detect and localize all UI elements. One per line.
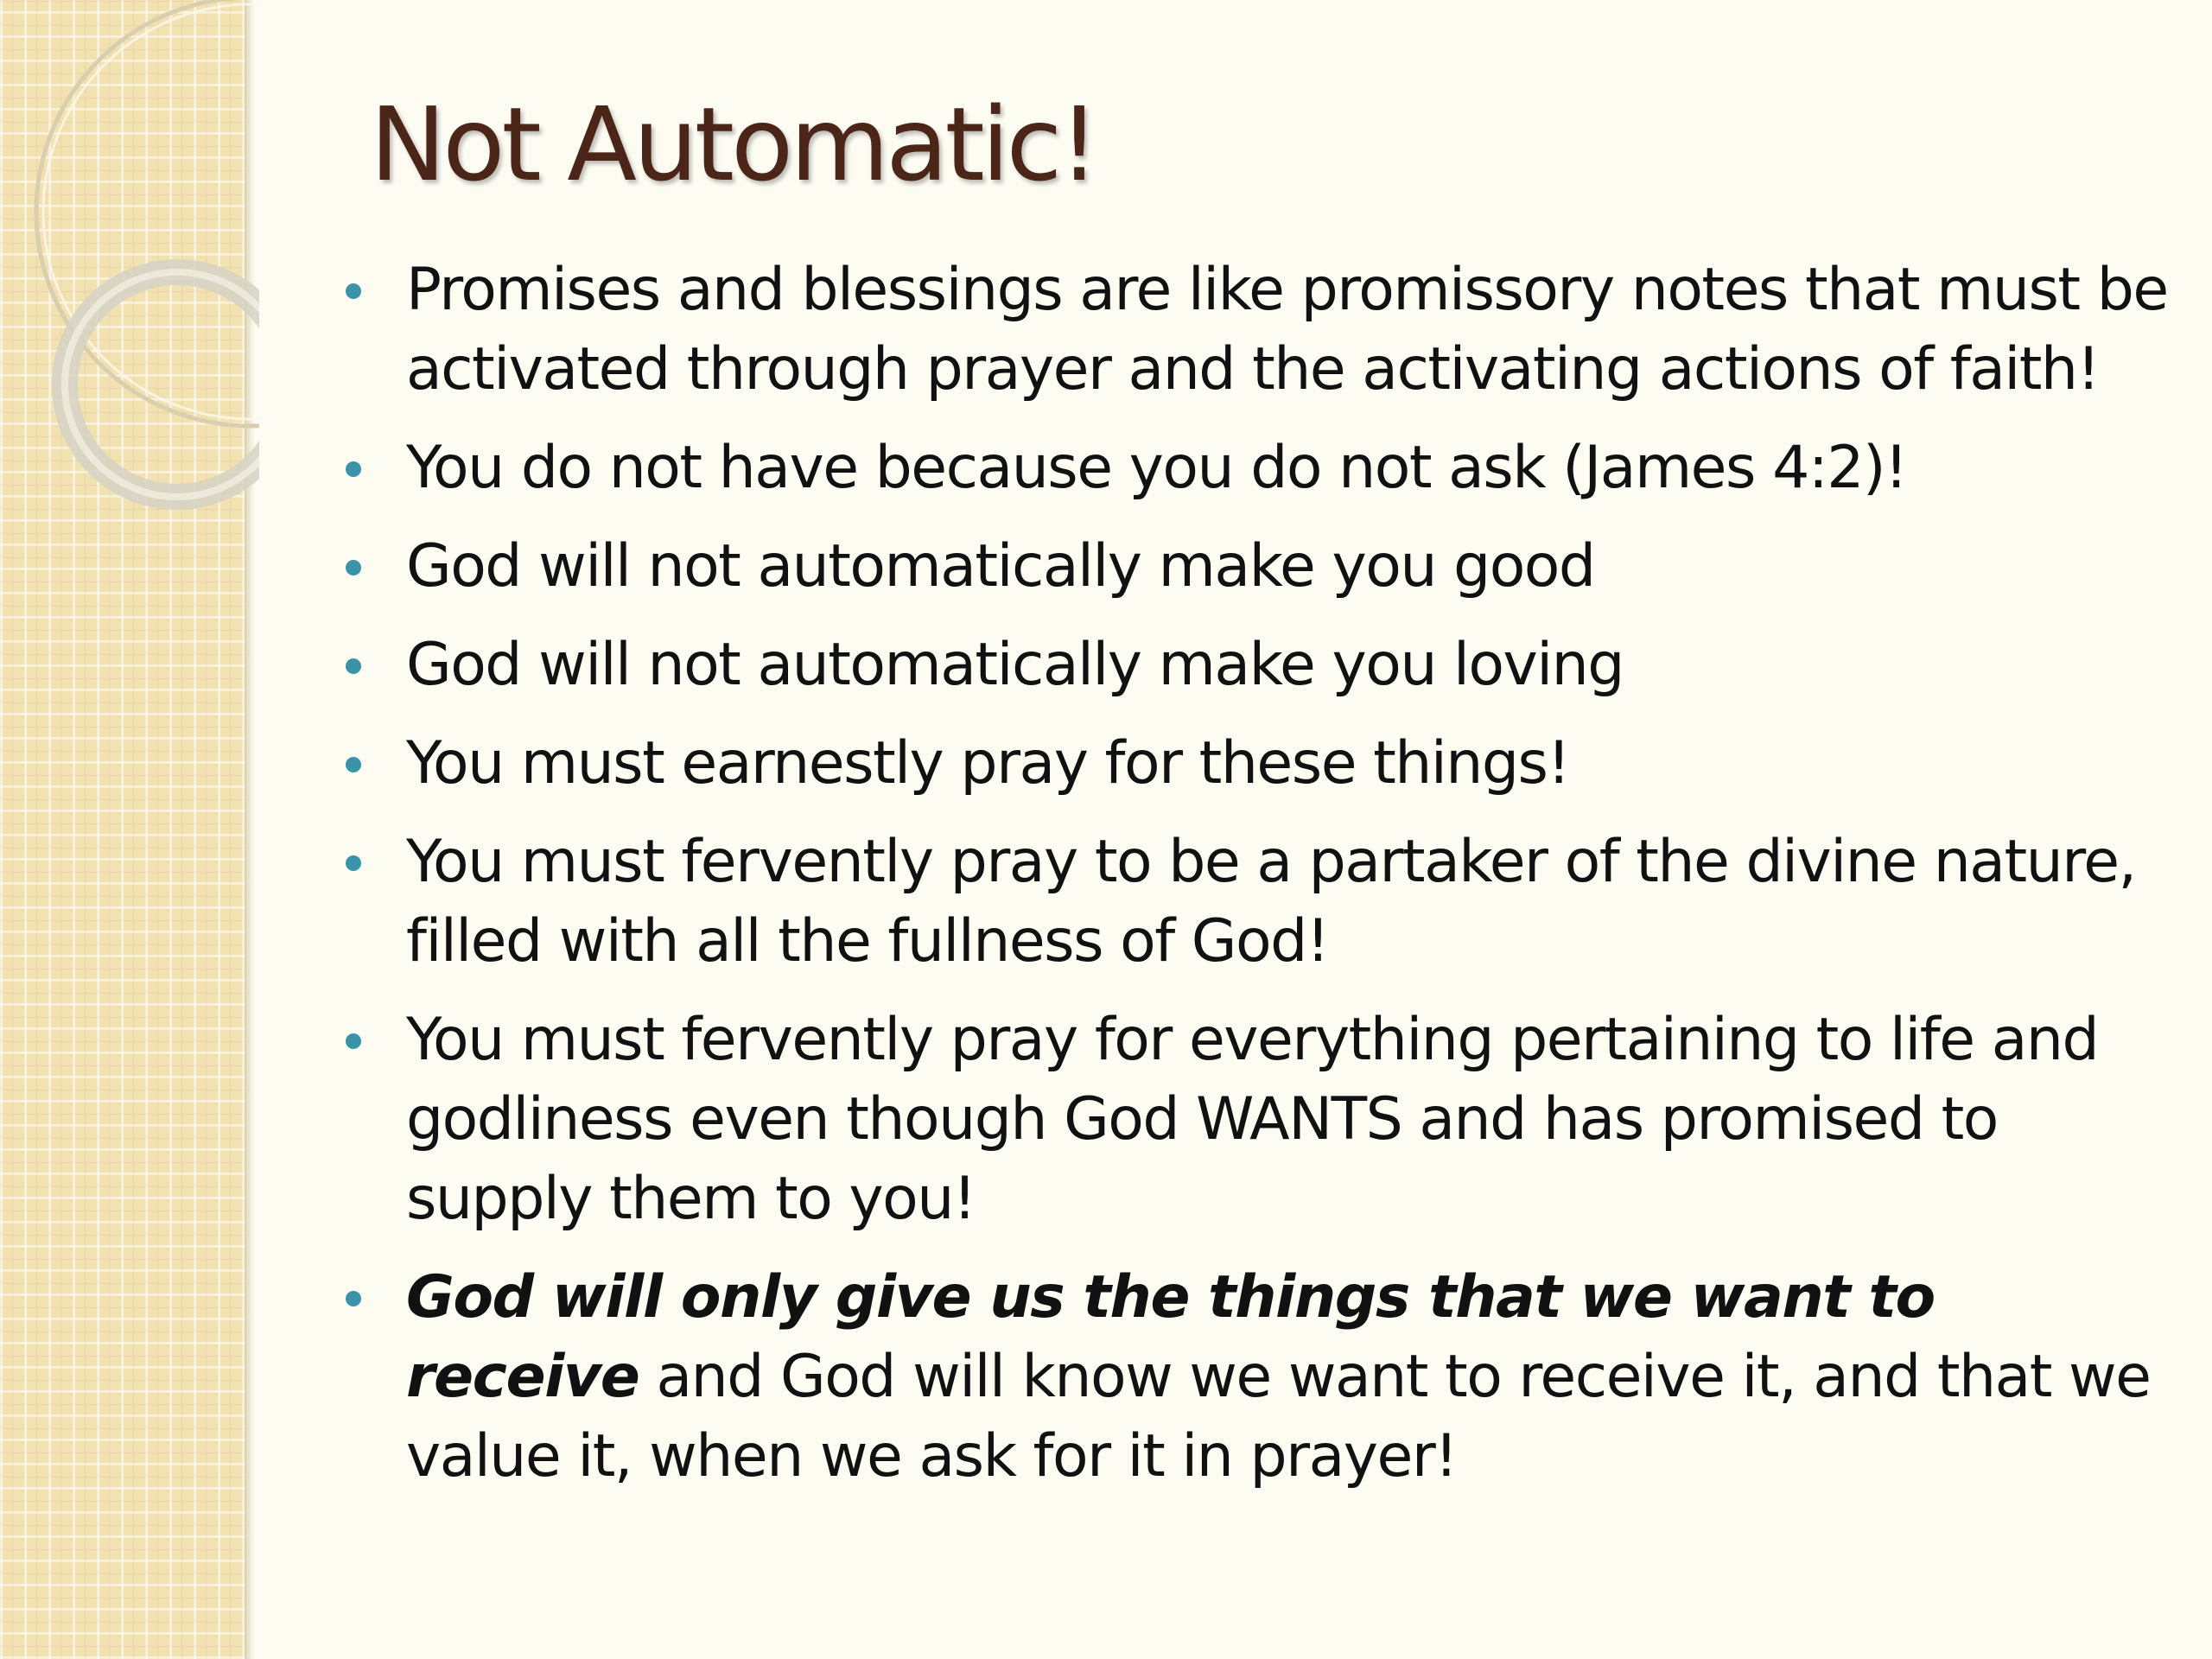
bullet-emphasis-text: God will only give us the things that we want to receive — [406, 1263, 1935, 1411]
decorative-rings — [0, 0, 259, 553]
bullet-item — [346, 527, 2169, 607]
bullet-text: You must earnestly pray for these things! — [406, 729, 1570, 798]
bullet-icon — [346, 855, 361, 871]
bullet-icon — [346, 560, 361, 575]
bullet-item — [346, 823, 2169, 982]
bullet-icon — [346, 1291, 361, 1306]
bullet-icon — [346, 283, 361, 299]
bullet-text: God will not automatically make you loving — [406, 631, 1624, 699]
bullet-text: You must fervently pray for everything pertaining to life and godliness even though God WANTS and has promised to supply them to you! — [406, 1006, 2099, 1233]
bullet-item — [346, 626, 2169, 705]
bullet-icon — [346, 461, 361, 477]
bullet-icon — [346, 1033, 361, 1049]
bullet-list — [346, 251, 2169, 1516]
bullet-text: Promises and blessings are like promissory notes that must be activated through prayer and the activating actions of faith! — [406, 256, 2168, 404]
bullet-text: God will not automatically make you good — [406, 532, 1595, 601]
bullet-item — [346, 1258, 2169, 1497]
bullet-icon — [346, 658, 361, 674]
bullet-text: You must fervently pray to be a partaker of the divine nature, filled with all the fullness of God! — [406, 828, 2136, 976]
bullet-item — [346, 724, 2169, 804]
bullet-text: You do not have because you do not ask (James 4:2)! — [406, 434, 1907, 502]
bullet-text: and God will know we want to receive it, and that we value it, when we ask for it in prayer! — [406, 1343, 2151, 1491]
bullet-item — [346, 251, 2169, 410]
bullet-item — [346, 429, 2169, 508]
bullet-item — [346, 1001, 2169, 1239]
slide-title: Not Automatic! — [370, 85, 1096, 204]
bullet-icon — [346, 757, 361, 772]
